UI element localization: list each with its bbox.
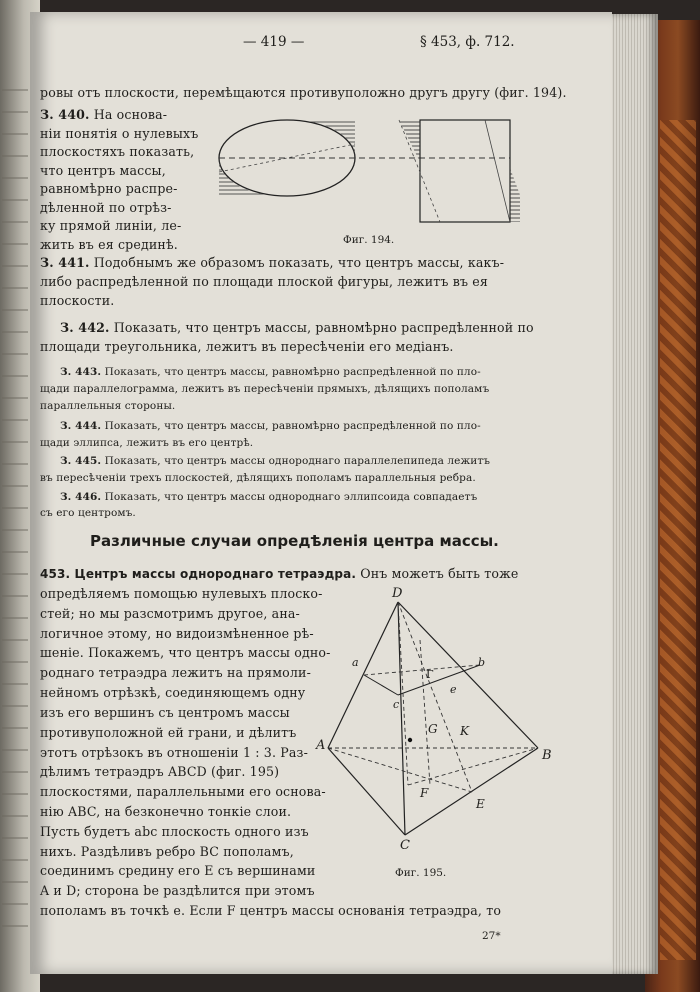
label-D: D (392, 586, 403, 601)
problem-441-line-3: плоскости. (40, 293, 115, 308)
label-a: a (352, 656, 359, 669)
binding-pattern (660, 120, 696, 960)
signature-mark: 27* (482, 930, 501, 942)
paragraph-453-line-15: нихъ. Раздѣливъ ребро BC пополамъ, (40, 844, 294, 859)
problem-440-number: З. 440. (40, 107, 90, 122)
left-page-bleed-text (2, 80, 28, 930)
problem-440-line-4: что центръ массы, (40, 163, 166, 178)
paragraph-453-line-16: соединимъ средину его E съ вершинами (40, 863, 316, 878)
book-page (30, 12, 612, 974)
paragraph-453-line-1: 453. Центръ массы однороднаго тетраэдра. Онъ можетъ быть тоже (40, 566, 519, 581)
point-G (408, 738, 412, 742)
problem-446-line-1: З. 446. Показать, что центръ массы однороднаго эллипсоида совпадаетъ (60, 491, 478, 503)
fig194-rectangle (420, 120, 510, 222)
paragraph-453-line-12: плоскостями, параллельными его основа- (40, 784, 326, 799)
label-c: c (393, 698, 400, 711)
label-A: A (316, 738, 326, 753)
edge-DC (398, 602, 405, 835)
problem-445-number: З. 445. (60, 455, 102, 467)
paragraph-453-line-5: шеніе. Покажемъ, что центръ массы одно- (40, 645, 331, 660)
problem-440-line-6: дѣленной по отрѣз- (40, 200, 172, 215)
paragraph-453-heading: 453. Центръ массы однороднаго тетраэдра. (40, 567, 357, 581)
section-cb (398, 665, 480, 695)
paragraph-453-line-8: изъ его вершинъ съ центромъ массы (40, 705, 290, 720)
problem-443-number: З. 443. (60, 366, 102, 378)
figure-194 (215, 112, 520, 227)
label-K: K (460, 724, 469, 738)
paragraph-453-line-14: Пусть будетъ abc плоскость одного изъ (40, 824, 309, 839)
paragraph-453-line-13: нію ABC, на безконечно тонкіе слои. (40, 804, 292, 819)
edge-DA (328, 602, 398, 748)
problem-442-line-2: площади треугольника, лежитъ въ пересѣченіи его медіанъ. (40, 339, 454, 354)
page-edges (608, 14, 658, 974)
label-C: C (400, 838, 410, 853)
label-b: b (478, 656, 486, 669)
label-E: E (476, 797, 485, 811)
paragraph-453-last-line: пополамъ въ точкѣ e. Если F центръ массы основанія тетраэдра, то (40, 903, 502, 918)
problem-443-line-3: параллельныя стороны. (40, 400, 176, 412)
label-gamma: Γ (426, 668, 434, 681)
problem-443-line-2: щади параллелограмма, лежитъ въ пересѣченіи прямыхъ, дѣлящихъ пополамъ (40, 383, 490, 395)
problem-444-line-1: З. 444. Показать, что центръ массы, равномѣрно распредѣленной по пло- (60, 420, 481, 432)
label-F: F (420, 786, 429, 800)
edge-AC (328, 748, 405, 835)
paragraph-453-line-3: стей; но мы разсмотримъ другое, ана- (40, 606, 300, 621)
figure-194-caption: Фиг. 194. (343, 234, 395, 246)
problem-440-line-3: плоскостяхъ показать, (40, 144, 195, 159)
problem-446-line-2: съ его центромъ. (40, 507, 136, 519)
problem-445-line-1: З. 445. Показать, что центръ массы однороднаго параллелепипеда лежитъ (60, 455, 491, 467)
label-B: B (542, 748, 552, 763)
paragraph-453-line-10: этотъ отрѣзокъ въ отношеніи 1 : 3. Раз- (40, 745, 308, 760)
problem-441-number: З. 441. (40, 255, 90, 270)
problem-441-line-1: З. 441. Подобнымъ же образомъ показать, что центръ массы, какъ- (40, 255, 505, 270)
section-title: Различные случаи опредѣленія центра массы. (90, 532, 499, 550)
problem-440-line-1: З. 440. На основа- (40, 107, 168, 122)
paragraph-453-line-17: A и D; сторона be раздѣлится при этомъ (40, 883, 315, 898)
page-number: — 419 — (243, 34, 305, 50)
problem-444-line-2: щади эллипса, лежитъ въ его центрѣ. (40, 437, 254, 449)
problem-441-line-2: либо распредѣленной по площади плоской фигуры, лежитъ въ ея (40, 274, 488, 289)
paragraph-453-line-4: логичное этому, но видоизмѣненное рѣ- (40, 626, 314, 641)
problem-445-line-2: въ пересѣченіи трехъ плоскостей, дѣлящихъ пополамъ параллельныя ребра. (40, 472, 476, 484)
label-e: e (450, 683, 457, 696)
paragraph-453-line-7: нейномъ отрѣзкѣ, соединяющемъ одну (40, 685, 306, 700)
problem-444-number: З. 444. (60, 420, 102, 432)
problem-440-line-5: равномѣрно распре- (40, 181, 178, 196)
problem-442-line-1: З. 442. Показать, что центръ массы, равномѣрно распредѣленной по (60, 320, 534, 335)
problem-440-line-2: ніи понятія о нулевыхъ (40, 126, 199, 141)
label-G: G (428, 722, 438, 736)
section-reference: § 453, ф. 712. (420, 34, 515, 50)
paragraph-453-line-6: роднаго тетраэдра лежитъ на прямоли- (40, 665, 311, 680)
problem-440-line-8: жить въ ея срединѣ. (40, 237, 178, 252)
problem-440-line-7: ку прямой линіи, ле- (40, 218, 182, 233)
figure-195-caption: Фиг. 195. (395, 867, 447, 879)
problem-442-number: З. 442. (60, 320, 110, 335)
top-continuation-line: ровы отъ плоскости, перемѣщаются противуположно другъ другу (фиг. 194). (40, 85, 567, 100)
paragraph-453-line-9: противуположной ей грани, и дѣлитъ (40, 725, 297, 740)
paragraph-453-line-11: дѣлимъ тетраэдръ ABCD (фиг. 195) (40, 764, 280, 779)
section-ac (364, 675, 398, 695)
paragraph-453-line-2: опредѣляемъ помощью нулевыхъ плоско- (40, 586, 323, 601)
problem-443-line-1: З. 443. Показать, что центръ массы, равномѣрно распредѣленной по пло- (60, 366, 481, 378)
problem-446-number: З. 446. (60, 491, 102, 503)
